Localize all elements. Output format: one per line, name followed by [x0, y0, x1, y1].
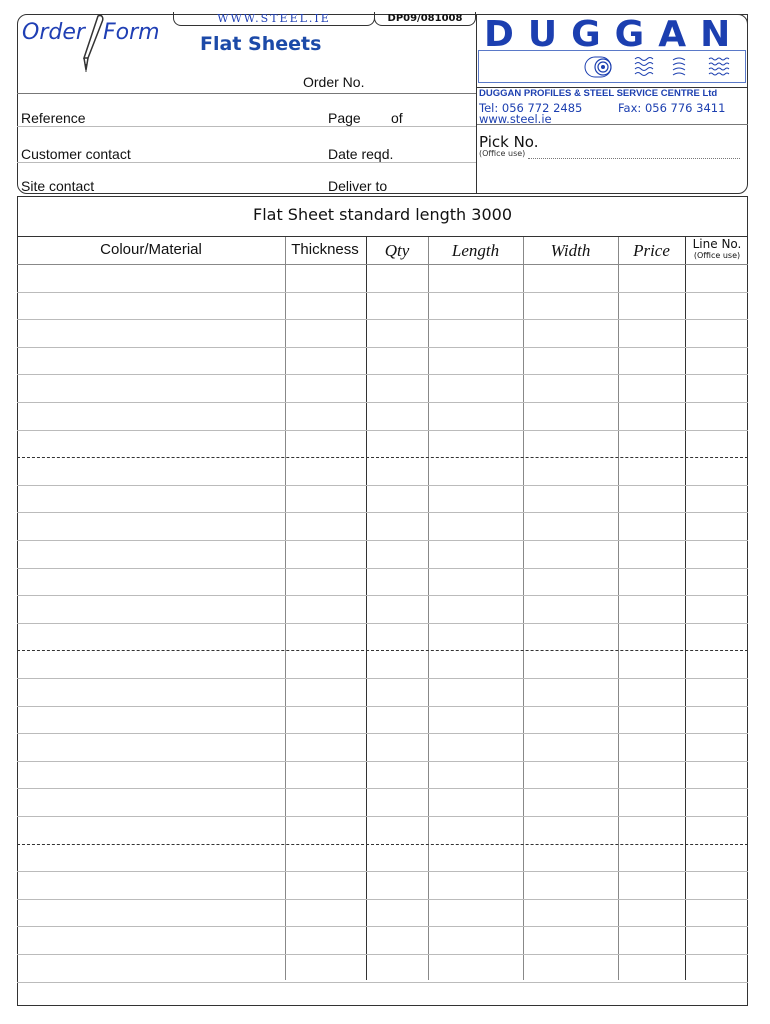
header-line	[17, 93, 476, 94]
section-divider	[17, 650, 748, 651]
table-row	[17, 982, 748, 983]
table-row	[17, 595, 748, 596]
table-row	[17, 954, 748, 955]
section-divider	[17, 457, 748, 458]
table-row	[17, 761, 748, 762]
col-thickness: Thickness	[291, 241, 359, 258]
table-row	[17, 485, 748, 486]
table-row	[17, 347, 748, 348]
reference-label: Reference	[21, 110, 86, 126]
order-table	[17, 196, 748, 1006]
office-use-note: (Office use)	[479, 149, 526, 158]
order-no-label: Order No.	[303, 74, 365, 90]
table-row	[17, 706, 748, 707]
section-divider	[17, 844, 748, 845]
column-divider	[285, 237, 286, 980]
page-label: Page	[328, 110, 361, 126]
table-header-line	[17, 264, 748, 265]
table-row	[17, 788, 748, 789]
site-contact-label: Site contact	[21, 178, 95, 194]
corrugated-icon	[673, 58, 685, 75]
col-qty: Qty	[384, 241, 410, 260]
of-label: of	[391, 110, 403, 126]
brand-logo: DUGGAN	[484, 14, 745, 55]
date-reqd-label: Date reqd.	[328, 146, 394, 162]
standard-length-banner: Flat Sheet standard length 3000	[252, 205, 512, 224]
wave-profile-icon	[635, 58, 653, 76]
pick-no-field[interactable]	[528, 158, 740, 159]
deliver-to-label: Deliver to	[328, 178, 388, 194]
profile-icons-strip	[478, 50, 746, 83]
header-line	[17, 162, 476, 163]
col-price: Price	[633, 241, 670, 260]
pick-no-label: Pick No.	[479, 133, 539, 151]
fax: Fax: 056 776 3411	[618, 101, 726, 115]
website: www.steel.ie	[479, 112, 552, 126]
column-divider	[685, 237, 686, 980]
table-row	[17, 292, 748, 293]
column-divider	[428, 237, 429, 980]
table-row	[17, 733, 748, 734]
table-row	[17, 402, 748, 403]
table-row	[17, 871, 748, 872]
col-width: Width	[550, 241, 591, 260]
column-divider	[618, 237, 619, 980]
table-row	[17, 899, 748, 900]
table-row	[17, 623, 748, 624]
form-code: DP09/081008	[374, 12, 476, 26]
pen-icon	[76, 12, 106, 76]
form-word: Form	[103, 20, 160, 45]
header-line	[17, 126, 476, 127]
table-row	[17, 926, 748, 927]
column-divider	[523, 237, 524, 980]
coil-icon	[585, 57, 611, 77]
table-row	[17, 678, 748, 679]
order-word: Order	[22, 20, 85, 45]
ripple-icon	[709, 58, 729, 75]
page-title: Flat Sheets	[200, 33, 322, 55]
table-row	[17, 512, 748, 513]
col-length: Length	[451, 241, 500, 260]
col-line-no-office-use: (Office use)	[693, 251, 741, 260]
customer-contact-label: Customer contact	[21, 146, 131, 162]
table-row	[17, 319, 748, 320]
table-row	[17, 540, 748, 541]
table-row	[17, 568, 748, 569]
table-row	[17, 816, 748, 817]
col-line-no: Line No.	[692, 237, 742, 251]
company-name: DUGGAN PROFILES & STEEL SERVICE CENTRE Ltd	[479, 88, 718, 99]
telephone: Tel: 056 772 2485	[479, 101, 583, 115]
table-banner-line	[17, 236, 748, 237]
website-tab: WWW.STEEL.IE	[173, 12, 375, 26]
col-colour-material: Colour/Material	[100, 241, 202, 258]
table-row	[17, 430, 748, 431]
table-row	[17, 374, 748, 375]
column-divider	[366, 237, 367, 980]
